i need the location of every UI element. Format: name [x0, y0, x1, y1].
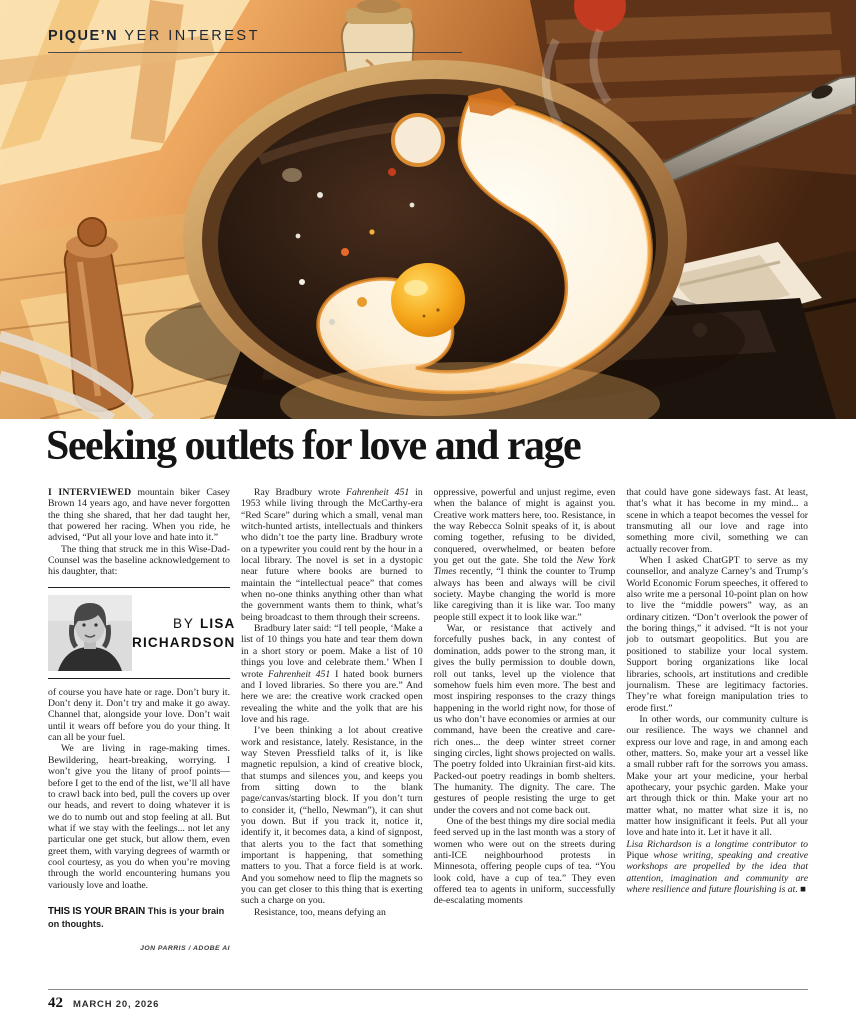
author-portrait	[48, 595, 132, 671]
column-2	[241, 487, 423, 985]
page-number: 42	[48, 995, 63, 1011]
footer-rule	[48, 989, 808, 990]
page-title: Seeking outlets for love and rage	[46, 423, 581, 469]
hero-photo-eggs-pan	[0, 0, 856, 419]
page-footer	[48, 995, 159, 1012]
paragraph: oppressive, powerful and unjust regime, even when the balance of might is against you. Creative work matters here, too. Resistance, in the way Rebecca Solnit speaks of it, is about coming together, refusing to be divided, conquered, overwhelmed, or beaten before you get out the gate. She told the New York Times recently, “I think the counter to Trump always has been and always will be civil society. Maybe changing the world is more like caregiving than it is like war. Too many people still expect it to look like war.”	[433, 487, 616, 623]
caption-text: This is your brain on thoughts.	[48, 905, 225, 930]
column-4	[626, 487, 808, 985]
paragraph: The thing that struck me in this Wise-Dad-Counsel was the baseline acknowledgement to his daughter, that:	[48, 543, 230, 578]
hero-photo-illustration	[0, 0, 856, 419]
paragraph: I INTERVIEWED mountain biker Casey Brown 14 years ago, and have never forgotten the thing she shared, that her dad taught her, that powered her racing. When you ride, he advised, “Put all your love and hate into it.”	[48, 487, 230, 544]
article-body	[48, 487, 808, 985]
paragraph: of course you have hate or rage. Don’t bury it. Don’t deny it. Don’t try and make it go away. Channel that, alongside your love. Don’t wait until it wears off before you do your thing. It can all be your fuel.	[48, 686, 230, 744]
photo-credit: JON PARRIS / ADOBE AI	[140, 944, 230, 952]
byline-box	[48, 587, 236, 679]
paragraph: In other words, our community culture is our resilience. The ways we channel and express our love and rage, in and among each other, matters. So, make your art a vessel like a small rubber raft for the sorrows you amass. Make your art your medicine, your herbal apothecary, your psychic garden. Make your art through thick or thin. Make your art no matter what, no matter what size it is, no matter how insignificant it feels. Put all your love and hate into it. Let it have it all.	[626, 713, 809, 839]
kicker-light: YER INTEREST	[118, 28, 260, 44]
paragraph: Bradbury later said: “I tell people, ‘Make a list of 10 things you hate and tear them down in a short story or poem. Make a list of 10 things you love and celebrate them.’ When I wrote Fahrenheit 451 I hated book burners and I loved libraries. So there you are.” And here we are: the creative work cracked open revealing the white and the yolk that are his love and his rage.	[241, 623, 423, 725]
column-3	[434, 487, 616, 985]
paragraph: When I asked ChatGPT to serve as my counsellor, and analyze Carney’s and Trump’s World Economic Forum speeches, it offered to also write me a personal 10-point plan on how to live the “middle powers” way, as an ordinary citizen. “Don’t overlook the power of the boring things,” it advised. “It is not your job to outsmart geopolitics. But you are positioned to stabilize your local system. Support boring organizations like local libraries, schools, art institutions and credible journalism. These are legitimacy factories. They’re what foreign manipulation tries to erode first.”	[626, 555, 809, 714]
author-bio: Lisa Richardson is a longtime contributor to Pique whose writing, speaking and creative workshops are propelled by the idea that attention, imagination and community are where resilience and future flourishing is at. ■	[626, 838, 809, 896]
paragraph: that could have gone sideways fast. At least, that’s what it has become in my mind... a scene in which a teapot becomes the vessel for transmuting all our love and rage into something more civil, something we can actually recover from.	[626, 487, 809, 555]
paragraph: Ray Bradbury wrote Fahrenheit 451 in 1953 while living through the McCarthy-era “Red Scare” during which a small, venal man witch-hunted artists, intellectuals and thinkers who didn’t toe the party line. Bradbury wrote on a typewriter you could rent by the hour in a local library. The novel is set in a dystopic near future where books are burned to maintain the “intellectual peace” that comes when no-one thinks anything other than what the government wants them to think, what’s being broadcast to them through their screens.	[241, 487, 423, 623]
paragraph: We are living in rage-making times. Bewildering, heart-breaking, worrying. I won’t give you the litany of proof points—before I get to the end of the list, we’ll all have to crawl back into bed, pull the covers up over our heads, and revert to doing whatever it is we do to numb out and stop feeling at all. But what if we stay with the feelings... not let any particular one get stuck, but allow them, even greet them, with varying degrees of warmth or cool courtesy, as you do when you’re moving through the world encountering humans you variously love and loathe.	[48, 743, 230, 891]
kicker-bold: PIQUE’N	[48, 28, 119, 44]
paragraph: Resistance, too, means defying an	[254, 906, 386, 918]
photo-caption	[48, 905, 230, 932]
egg-yolk-icon	[391, 263, 465, 337]
issue-date: MARCH 20, 2026	[73, 999, 160, 1010]
caption-label: THIS IS YOUR BRAIN	[48, 905, 148, 917]
byline-last: RICHARDSON	[132, 634, 236, 650]
egg-white-dot	[393, 115, 443, 165]
paragraph: One of the best things my dire social media feed served up in the last month was a story of women who were out on the streets during anti-ICE neighbourhood protests in Minnesota, offering people cups of tea. “You look cold, have a cup of tea.” They even offered tea to agents in uniform, successfully de-escalating moments	[433, 815, 616, 907]
section-kicker	[48, 28, 260, 44]
kicker-rule	[48, 52, 462, 53]
column-1	[48, 487, 236, 985]
paragraph: War, or resistance that actively and forcefully pushes back, in any contest of domination, adds power to the strong man, it gives the bully permission to double down, roll out tanks, level up the violence that somehow fuels him even more. The best and most inspiring responses to the crazy things happening in the world right now, for those of us who don’t have economies or armies at our command, have been the creative and care-rich ones... the deep winter street corner singing circles, light shows projected on walls. The poetry folded into Ukrainian first-aid kits. Packed-out poetry readings in bomb shelters. The humanity. The dignity. The care. The gestures of people resisting the urge to get under the covers and not come back out.	[433, 623, 616, 816]
byline-first: LISA	[199, 615, 236, 631]
byline-name	[132, 614, 239, 652]
paragraph: I’ve been thinking a lot about creative work and resistance, lately. Resistance, in the way Steven Pressfield talks of it, is like magnetic repulsion, a kind of creative block, that stumps and silences you, and keeps you from sitting down to the blank page/canvas/starting block. If you don’t turn to consider it, (“hello, Newman”), it can shut you down. But if you track it, notice it, identify it, it becomes data, a kind of signpost, that alerts you to the fact that something important is happening, that something matters to you. That a force field is at work. And you somehow need to flip the magnets so you can get closer to this thing that is exerting such a charge on you.	[241, 725, 423, 907]
byline-by: BY	[173, 615, 200, 631]
